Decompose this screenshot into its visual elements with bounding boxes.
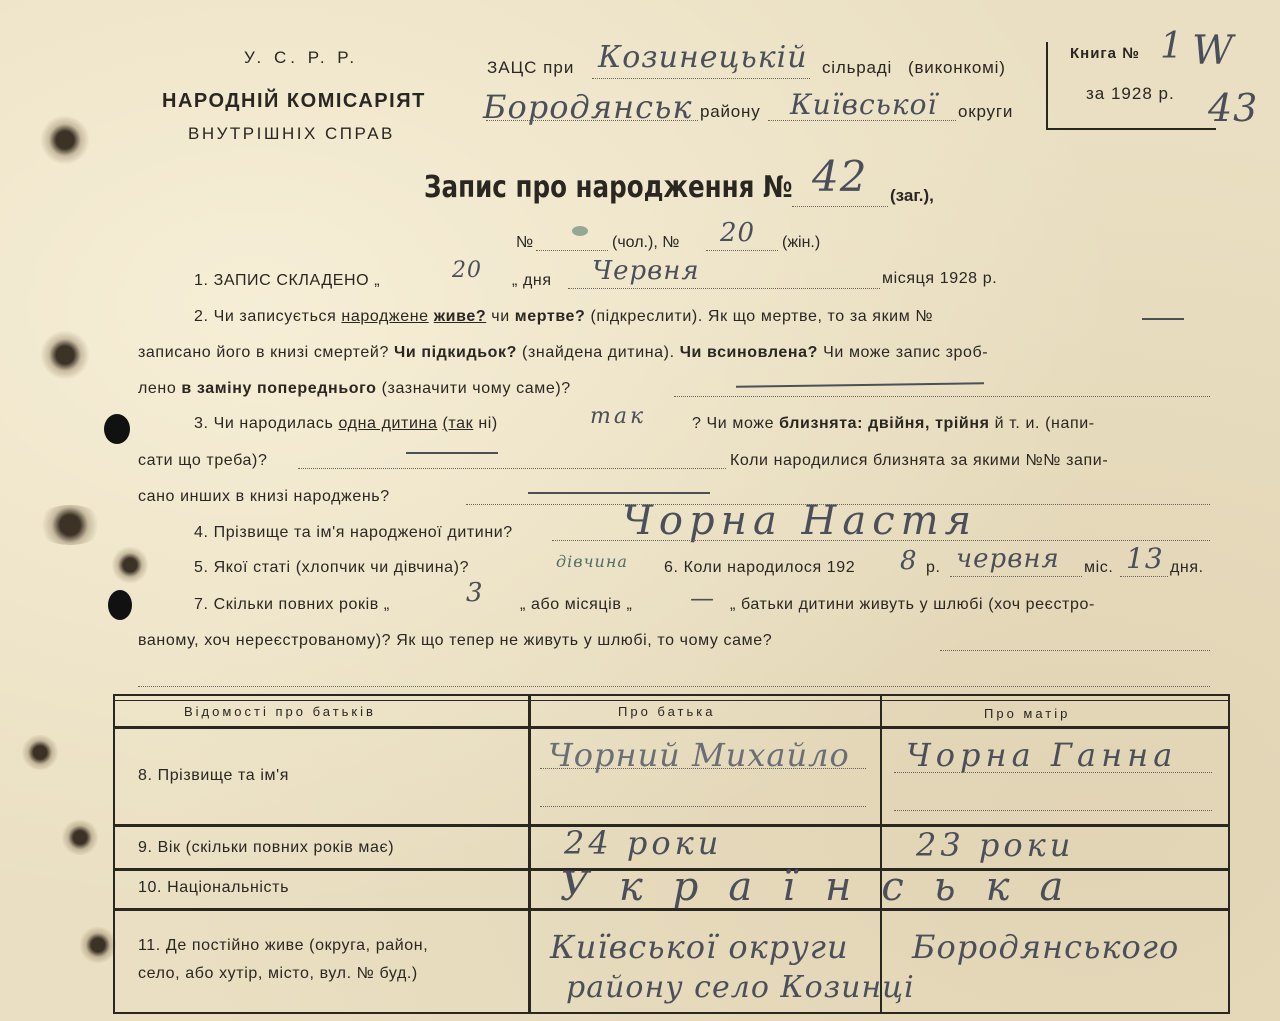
item2-text: чи [491, 308, 510, 325]
item3-no: ні) [478, 415, 498, 432]
fill-line [894, 772, 1212, 773]
item3-line2b: Коли народилися близнята за якими №№ запи- [730, 452, 1109, 469]
table-rule [113, 700, 1230, 701]
item2-text: (знайдена дитина). [522, 344, 675, 361]
child-name: Чорна Настя [622, 498, 978, 544]
table-header-father: Про батька [618, 704, 716, 719]
item6-label: 6. Коли народилося 192 [664, 559, 856, 576]
commissariat-subtitle: ВНУТРІШНІХ СПРАВ [188, 124, 395, 143]
fill-line [552, 540, 1210, 541]
nationality: Українська [560, 864, 1094, 910]
item1-day: 20 [452, 258, 482, 283]
fill-line [486, 120, 698, 121]
fill-line [592, 78, 810, 79]
item2-foundling: Чи підкидьок? [394, 344, 517, 361]
item1-label: 1. ЗАПИС СКЛАДЕНО „ [194, 272, 381, 289]
book-year: за 1928 р. [1086, 84, 1175, 103]
ink-dash [736, 382, 984, 387]
punch-mark [40, 115, 90, 165]
fill-line [540, 768, 866, 769]
female-number: 20 [720, 218, 756, 248]
row-nationality-label: 10. Національність [138, 879, 290, 896]
fill-line [894, 810, 1212, 811]
item2-dead: мертве? [514, 308, 586, 325]
item2-line1 [194, 308, 933, 326]
ink-dash [1142, 318, 1184, 320]
record-number: 42 [812, 152, 868, 201]
item1-month-label: місяця 1928 р. [882, 270, 998, 287]
fill-line [1120, 576, 1168, 577]
fill-line [138, 686, 1210, 687]
male-label: (чол.), № [612, 234, 680, 251]
okrug-label: округи [958, 102, 1014, 121]
item3-yes: (так [442, 415, 474, 432]
fill-line [950, 576, 1082, 577]
fill-line [568, 288, 880, 289]
female-label: (жін.) [782, 234, 821, 251]
item2-text: Чи може запис зроб- [823, 344, 989, 361]
item3-line1b: ? Чи може близнята: двійня, трійня й т. и. (напи- [692, 415, 1095, 432]
item3-one-child: одна дитина [338, 415, 438, 432]
item7-months-label: „ або місяців „ [520, 596, 633, 613]
punch-mark [40, 330, 90, 380]
book-box-border [1046, 42, 1048, 130]
table-col-divider [880, 694, 882, 1014]
table-header-mother: Про матір [984, 706, 1071, 721]
marriage-months: — [690, 584, 715, 612]
punch-mark [80, 925, 116, 965]
fill-line [536, 250, 608, 251]
zacs-suffix: сільраді [822, 58, 893, 77]
commissariat-title: НАРОДНІЙ КОМІСАРІЯТ [162, 90, 426, 112]
fill-line [792, 206, 888, 207]
punch-mark [20, 735, 60, 770]
item2-line3 [138, 380, 571, 398]
row-residence-label-2: село, або хутір, місто, вул. № буд.) [138, 965, 418, 982]
item4-label: 4. Прізвище та ім'я народженої дитини? [194, 524, 513, 541]
fill-line [540, 806, 866, 807]
item3-text: Чи може [706, 415, 775, 432]
father-age: 24 роки [564, 824, 723, 862]
child-sex-value: дівчина [556, 552, 628, 571]
zacs-prefix: ЗАЦС при [487, 58, 575, 77]
male-number-prefix: № [516, 234, 534, 251]
item2-line2 [138, 344, 988, 362]
ussr-label: У. С. Р. Р. [244, 48, 359, 67]
birth-day: 13 [1126, 542, 1164, 575]
book-extra-mark: W [1192, 28, 1235, 74]
row-residence-label-1: 11. Де постійно живе (округа, район, [138, 937, 429, 954]
item2-text: (зазначити чому саме)? [381, 380, 571, 397]
row-name-label: 8. Прізвище та ім'я [138, 767, 290, 784]
item6-dnya: дня. [1170, 559, 1204, 576]
item1-month: Червня [592, 256, 700, 286]
table-header-info: Відомості про батьків [184, 704, 376, 719]
item1-day-label: „ дня [512, 272, 552, 289]
item6-mis: міс. [1084, 559, 1114, 576]
record-title: Запис про народження № [424, 170, 793, 205]
item3-twins: близнята: двійня, трійня [779, 415, 990, 432]
birth-month: червня [956, 544, 1060, 574]
record-number-suffix: (заг.), [890, 186, 934, 205]
book-number: 1 [1160, 26, 1184, 67]
margin-number: 43 [1208, 86, 1259, 130]
item2-adopted: Чи всиновлена? [679, 344, 819, 361]
item7-label: 7. Скільки повних років „ [194, 596, 390, 613]
item2-underlined-born: народжене [341, 308, 429, 325]
item3-line1 [194, 415, 498, 433]
ink-dash [528, 492, 710, 494]
item2-text: записано його в книзі смертей? [138, 344, 389, 361]
punch-hole [104, 414, 130, 444]
punch-mark [60, 820, 100, 855]
item3-value: так [590, 404, 647, 429]
mother-name: Чорна Ганна [906, 736, 1178, 774]
fill-line [768, 120, 956, 121]
table-row-divider [113, 726, 1230, 729]
fill-line [706, 250, 778, 251]
fill-line [298, 468, 726, 469]
item3-line2a: сати що треба)? [138, 452, 268, 469]
father-name: Чорний Михайло [548, 736, 850, 774]
punch-hole [108, 590, 132, 620]
item2-text: 2. Чи записується [194, 308, 337, 325]
fill-line [674, 396, 1210, 397]
row-age-label: 9. Вік (скільки повних років має) [138, 839, 395, 856]
item5-label: 5. Якої статі (хлопчик чи дівчина)? [194, 559, 470, 576]
district-label: району [700, 102, 761, 121]
father-residence-2: району село Козинці [566, 970, 915, 1005]
zacs-village-value: Козинецькій [598, 40, 808, 75]
mother-residence-1: Бородянського [912, 928, 1180, 966]
punch-mark [35, 505, 105, 545]
fill-line [940, 650, 1210, 651]
ink-mark [572, 226, 588, 236]
zacs-exec: (виконкомі) [908, 58, 1006, 77]
mother-age: 23 роки [916, 826, 1075, 864]
birth-year-digit: 8 [900, 546, 918, 576]
book-box-border [1046, 128, 1216, 130]
item2-text: (підкреслити). Як що мертве, то за яким № [590, 308, 934, 325]
item7-text: „ батьки дитини живуть у шлюбі (хоч реєстро- [730, 596, 1095, 613]
item3-text: й т. и. (напи- [994, 415, 1095, 432]
item6-r: р. [926, 559, 941, 576]
father-residence-1: Київської округи [550, 928, 849, 966]
marriage-years: 3 [466, 578, 484, 608]
district-value: Бородянськ [483, 88, 693, 126]
punch-mark [112, 545, 148, 585]
item2-underlined-alive: живе? [433, 308, 487, 325]
item3-text: 3. Чи народилась [194, 415, 334, 432]
table-col-divider [528, 694, 531, 1014]
item2-text: лено [138, 380, 177, 397]
item7-line2: ваному, хоч нереєстрованому)? Як що тепер не живуть у шлюбі, то чому саме? [138, 632, 773, 649]
book-label: Книга № [1070, 45, 1140, 62]
ink-dash [406, 452, 498, 454]
okrug-value: Київської [790, 88, 938, 121]
item2-replacement: в заміну попереднього [181, 380, 377, 397]
item3-line3: сано инших в книзі народжень? [138, 488, 390, 505]
